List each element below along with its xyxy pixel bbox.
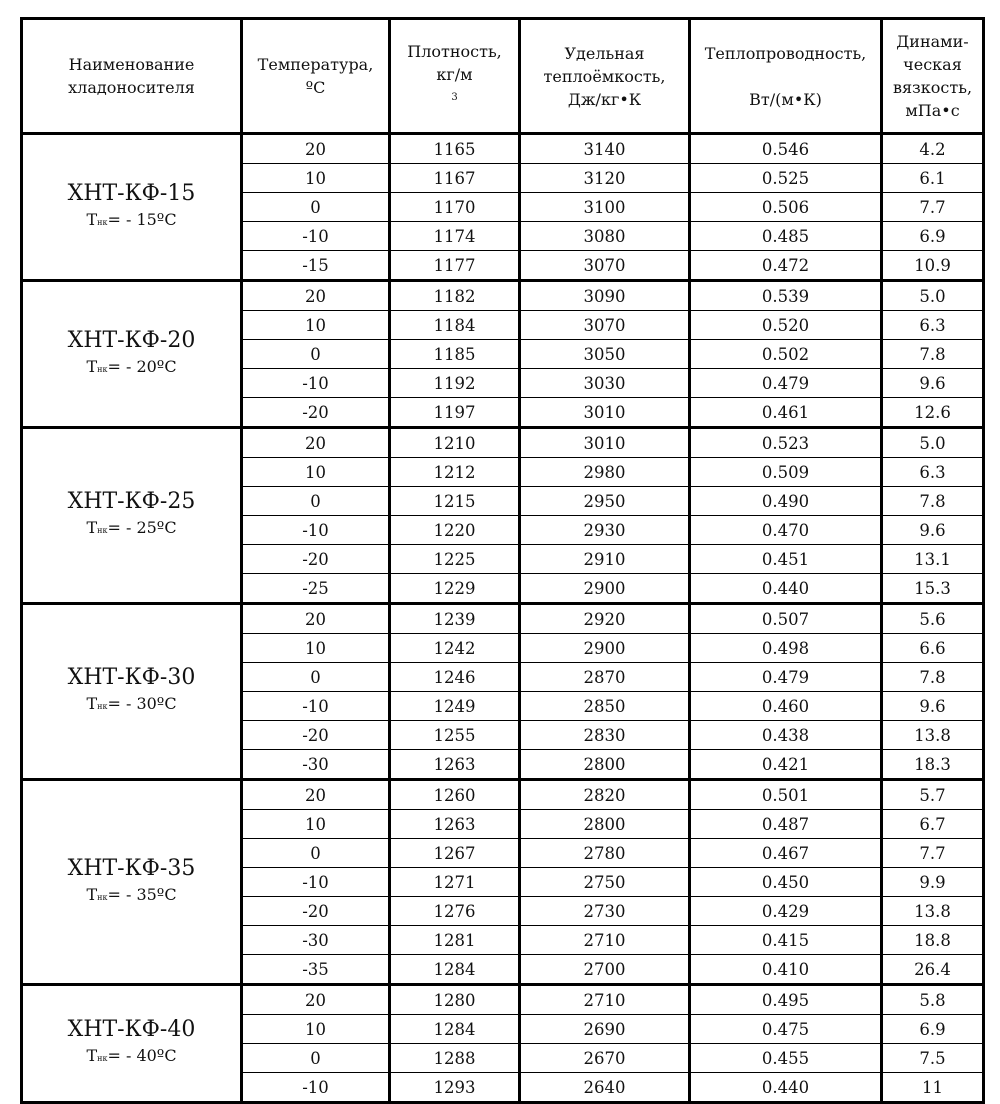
cell-density: 1177 [390, 251, 520, 281]
cell-density: 1215 [390, 487, 520, 516]
cell-thermal-conductivity: 0.525 [690, 164, 882, 193]
cell-thermal-conductivity: 0.507 [690, 604, 882, 634]
cell-thermal-conductivity: 0.479 [690, 369, 882, 398]
cell-temperature: -20 [242, 545, 390, 574]
cell-density: 1284 [390, 1015, 520, 1044]
cell-heat-capacity: 2730 [520, 897, 690, 926]
cell-heat-capacity: 2670 [520, 1044, 690, 1073]
onset-crystallization-temperature: Тнк= - 20ºС [86, 356, 177, 376]
cell-thermal-conductivity: 0.509 [690, 458, 882, 487]
cell-density: 1167 [390, 164, 520, 193]
header-heat-capacity: Удельная теплоёмкость, Дж/кг•К [520, 19, 690, 134]
cell-temperature: 10 [242, 810, 390, 839]
cell-density: 1260 [390, 780, 520, 810]
cell-density: 1165 [390, 134, 520, 164]
cell-dynamic-viscosity: 10.9 [882, 251, 984, 281]
cell-thermal-conductivity: 0.487 [690, 810, 882, 839]
coolant-name-cell [22, 604, 242, 780]
coolant-properties-table [20, 17, 985, 1104]
cell-temperature: -20 [242, 897, 390, 926]
cell-density: 1249 [390, 692, 520, 721]
cell-heat-capacity: 2820 [520, 780, 690, 810]
cell-dynamic-viscosity: 15.3 [882, 574, 984, 604]
cell-dynamic-viscosity: 5.0 [882, 281, 984, 311]
cell-temperature: -10 [242, 369, 390, 398]
cell-thermal-conductivity: 0.475 [690, 1015, 882, 1044]
cell-thermal-conductivity: 0.450 [690, 868, 882, 897]
header-coolant-name: Наименование хладоносителя [22, 19, 242, 134]
cell-heat-capacity: 3140 [520, 134, 690, 164]
cell-dynamic-viscosity: 5.0 [882, 428, 984, 458]
table-row [22, 428, 984, 458]
cell-dynamic-viscosity: 13.1 [882, 545, 984, 574]
cell-temperature: 10 [242, 634, 390, 663]
cell-temperature: 10 [242, 458, 390, 487]
cell-temperature: 0 [242, 340, 390, 369]
cell-thermal-conductivity: 0.460 [690, 692, 882, 721]
cell-density: 1185 [390, 340, 520, 369]
cell-heat-capacity: 3030 [520, 369, 690, 398]
coolant-name-cell [22, 428, 242, 604]
cell-dynamic-viscosity: 6.3 [882, 311, 984, 340]
cell-thermal-conductivity: 0.506 [690, 193, 882, 222]
cell-dynamic-viscosity: 7.7 [882, 839, 984, 868]
cell-temperature: -15 [242, 251, 390, 281]
cell-density: 1263 [390, 750, 520, 780]
onset-crystallization-temperature: Тнк= - 35ºС [86, 884, 177, 904]
cell-temperature: -20 [242, 398, 390, 428]
cell-heat-capacity: 2900 [520, 574, 690, 604]
cell-dynamic-viscosity: 26.4 [882, 955, 984, 985]
cell-thermal-conductivity: 0.546 [690, 134, 882, 164]
cell-thermal-conductivity: 0.485 [690, 222, 882, 251]
table-row [22, 985, 984, 1015]
cell-heat-capacity: 2930 [520, 516, 690, 545]
cell-density: 1210 [390, 428, 520, 458]
table-row [22, 281, 984, 311]
cell-thermal-conductivity: 0.470 [690, 516, 882, 545]
cell-dynamic-viscosity: 5.8 [882, 985, 984, 1015]
cell-dynamic-viscosity: 6.1 [882, 164, 984, 193]
cell-density: 1293 [390, 1073, 520, 1103]
cell-density: 1212 [390, 458, 520, 487]
cell-dynamic-viscosity: 9.6 [882, 369, 984, 398]
cell-temperature: 10 [242, 164, 390, 193]
cell-heat-capacity: 2640 [520, 1073, 690, 1103]
cell-temperature: -10 [242, 516, 390, 545]
coolant-name-cell [22, 281, 242, 428]
cell-temperature: 20 [242, 134, 390, 164]
table-row [22, 780, 984, 810]
header-density: Плотность, кг/м $^3$ [390, 19, 520, 134]
cell-thermal-conductivity: 0.440 [690, 1073, 882, 1103]
cell-thermal-conductivity: 0.472 [690, 251, 882, 281]
cell-temperature: 0 [242, 487, 390, 516]
cell-density: 1276 [390, 897, 520, 926]
cell-thermal-conductivity: 0.461 [690, 398, 882, 428]
coolant-name: ХНТ-КФ-25 [67, 489, 196, 514]
cell-dynamic-viscosity: 6.3 [882, 458, 984, 487]
cell-density: 1170 [390, 193, 520, 222]
cell-dynamic-viscosity: 6.7 [882, 810, 984, 839]
cell-dynamic-viscosity: 12.6 [882, 398, 984, 428]
cell-dynamic-viscosity: 18.3 [882, 750, 984, 780]
cell-heat-capacity: 3050 [520, 340, 690, 369]
cell-dynamic-viscosity: 7.5 [882, 1044, 984, 1073]
cell-heat-capacity: 2780 [520, 839, 690, 868]
cell-thermal-conductivity: 0.495 [690, 985, 882, 1015]
cell-density: 1255 [390, 721, 520, 750]
cell-thermal-conductivity: 0.498 [690, 634, 882, 663]
cell-heat-capacity: 2710 [520, 985, 690, 1015]
cell-temperature: 0 [242, 839, 390, 868]
coolant-name: ХНТ-КФ-35 [67, 855, 196, 881]
cell-dynamic-viscosity: 7.7 [882, 193, 984, 222]
cell-density: 1288 [390, 1044, 520, 1073]
cell-thermal-conductivity: 0.421 [690, 750, 882, 780]
cell-temperature: 0 [242, 1044, 390, 1073]
cell-heat-capacity: 2830 [520, 721, 690, 750]
cell-dynamic-viscosity: 4.2 [882, 134, 984, 164]
cell-density: 1267 [390, 839, 520, 868]
cell-heat-capacity: 3080 [520, 222, 690, 251]
cell-dynamic-viscosity: 5.7 [882, 780, 984, 810]
onset-crystallization-temperature: Тнк= - 30ºС [86, 694, 177, 713]
cell-temperature: 10 [242, 311, 390, 340]
cell-density: 1284 [390, 955, 520, 985]
cell-density: 1280 [390, 985, 520, 1015]
header-dynamic-viscosity: Динами- ческая вязкость, мПа•с [882, 19, 984, 134]
coolant-name: ХНТ-КФ-30 [67, 665, 196, 690]
cell-temperature: -20 [242, 721, 390, 750]
cell-dynamic-viscosity: 6.9 [882, 1015, 984, 1044]
coolant-name-cell [22, 780, 242, 985]
table-row [22, 134, 984, 164]
cell-thermal-conductivity: 0.520 [690, 311, 882, 340]
cell-thermal-conductivity: 0.501 [690, 780, 882, 810]
cell-temperature: 20 [242, 985, 390, 1015]
cell-heat-capacity: 2800 [520, 750, 690, 780]
cell-density: 1242 [390, 634, 520, 663]
cell-dynamic-viscosity: 7.8 [882, 340, 984, 369]
cell-heat-capacity: 3070 [520, 251, 690, 281]
header-thermal-conductivity: Теплопроводность, Вт/(м•К) [690, 19, 882, 134]
cell-density: 1192 [390, 369, 520, 398]
coolant-name-cell [22, 985, 242, 1103]
cell-thermal-conductivity: 0.440 [690, 574, 882, 604]
cell-heat-capacity: 2710 [520, 926, 690, 955]
cell-density: 1239 [390, 604, 520, 634]
cell-thermal-conductivity: 0.479 [690, 663, 882, 692]
cell-heat-capacity: 3120 [520, 164, 690, 193]
table-body [22, 134, 984, 1103]
cell-temperature: -30 [242, 926, 390, 955]
cell-density: 1182 [390, 281, 520, 311]
cell-dynamic-viscosity: 11 [882, 1073, 984, 1103]
coolant-name-cell [22, 134, 242, 281]
cell-temperature: -35 [242, 955, 390, 985]
coolant-properties-sheet [20, 17, 982, 1104]
cell-density: 1184 [390, 311, 520, 340]
cell-heat-capacity: 2920 [520, 604, 690, 634]
header-temperature: Температура, ºС [242, 19, 390, 134]
cell-density: 1197 [390, 398, 520, 428]
cell-heat-capacity: 2690 [520, 1015, 690, 1044]
cell-heat-capacity: 2700 [520, 955, 690, 985]
cell-dynamic-viscosity: 5.6 [882, 604, 984, 634]
onset-crystallization-temperature: Тнк= - 40ºС [86, 1046, 177, 1065]
table-row [22, 604, 984, 634]
cell-dynamic-viscosity: 13.8 [882, 721, 984, 750]
onset-crystallization-temperature: Тнк= - 25ºС [86, 518, 177, 537]
cell-dynamic-viscosity: 13.8 [882, 897, 984, 926]
cell-density: 1220 [390, 516, 520, 545]
header-row [22, 19, 984, 134]
onset-crystallization-temperature: Тнк= - 15ºС [86, 209, 177, 229]
cell-heat-capacity: 2900 [520, 634, 690, 663]
cell-heat-capacity: 3010 [520, 428, 690, 458]
cell-heat-capacity: 2910 [520, 545, 690, 574]
cell-temperature: -10 [242, 222, 390, 251]
cell-temperature: 20 [242, 780, 390, 810]
cell-heat-capacity: 3070 [520, 311, 690, 340]
cell-thermal-conductivity: 0.502 [690, 340, 882, 369]
cell-heat-capacity: 2800 [520, 810, 690, 839]
cell-dynamic-viscosity: 6.6 [882, 634, 984, 663]
cell-thermal-conductivity: 0.523 [690, 428, 882, 458]
cell-heat-capacity: 2850 [520, 692, 690, 721]
cell-heat-capacity: 2950 [520, 487, 690, 516]
cell-thermal-conductivity: 0.467 [690, 839, 882, 868]
coolant-name: ХНТ-КФ-20 [67, 327, 196, 353]
cell-temperature: -10 [242, 868, 390, 897]
cell-temperature: -10 [242, 1073, 390, 1103]
cell-dynamic-viscosity: 18.8 [882, 926, 984, 955]
cell-dynamic-viscosity: 9.9 [882, 868, 984, 897]
cell-dynamic-viscosity: 7.8 [882, 487, 984, 516]
cell-thermal-conductivity: 0.455 [690, 1044, 882, 1073]
cell-density: 1271 [390, 868, 520, 897]
cell-temperature: 0 [242, 663, 390, 692]
coolant-name: ХНТ-КФ-40 [67, 1017, 196, 1042]
cell-density: 1263 [390, 810, 520, 839]
cell-dynamic-viscosity: 7.8 [882, 663, 984, 692]
cell-temperature: -10 [242, 692, 390, 721]
cell-heat-capacity: 3090 [520, 281, 690, 311]
cell-heat-capacity: 2980 [520, 458, 690, 487]
density-unit-superscript: 3 [451, 91, 458, 103]
cell-temperature: 20 [242, 604, 390, 634]
cell-temperature: -30 [242, 750, 390, 780]
cell-thermal-conductivity: 0.415 [690, 926, 882, 955]
cell-density: 1246 [390, 663, 520, 692]
cell-heat-capacity: 3010 [520, 398, 690, 428]
coolant-name: ХНТ-КФ-15 [67, 180, 196, 206]
cell-thermal-conductivity: 0.451 [690, 545, 882, 574]
cell-thermal-conductivity: 0.490 [690, 487, 882, 516]
cell-thermal-conductivity: 0.539 [690, 281, 882, 311]
cell-thermal-conductivity: 0.438 [690, 721, 882, 750]
cell-temperature: -25 [242, 574, 390, 604]
cell-density: 1281 [390, 926, 520, 955]
cell-thermal-conductivity: 0.410 [690, 955, 882, 985]
cell-thermal-conductivity: 0.429 [690, 897, 882, 926]
cell-density: 1174 [390, 222, 520, 251]
cell-temperature: 10 [242, 1015, 390, 1044]
cell-temperature: 20 [242, 428, 390, 458]
cell-density: 1229 [390, 574, 520, 604]
cell-density: 1225 [390, 545, 520, 574]
cell-heat-capacity: 2750 [520, 868, 690, 897]
cell-dynamic-viscosity: 9.6 [882, 692, 984, 721]
cell-temperature: 0 [242, 193, 390, 222]
cell-heat-capacity: 3100 [520, 193, 690, 222]
cell-heat-capacity: 2870 [520, 663, 690, 692]
cell-temperature: 20 [242, 281, 390, 311]
cell-dynamic-viscosity: 6.9 [882, 222, 984, 251]
cell-dynamic-viscosity: 9.6 [882, 516, 984, 545]
